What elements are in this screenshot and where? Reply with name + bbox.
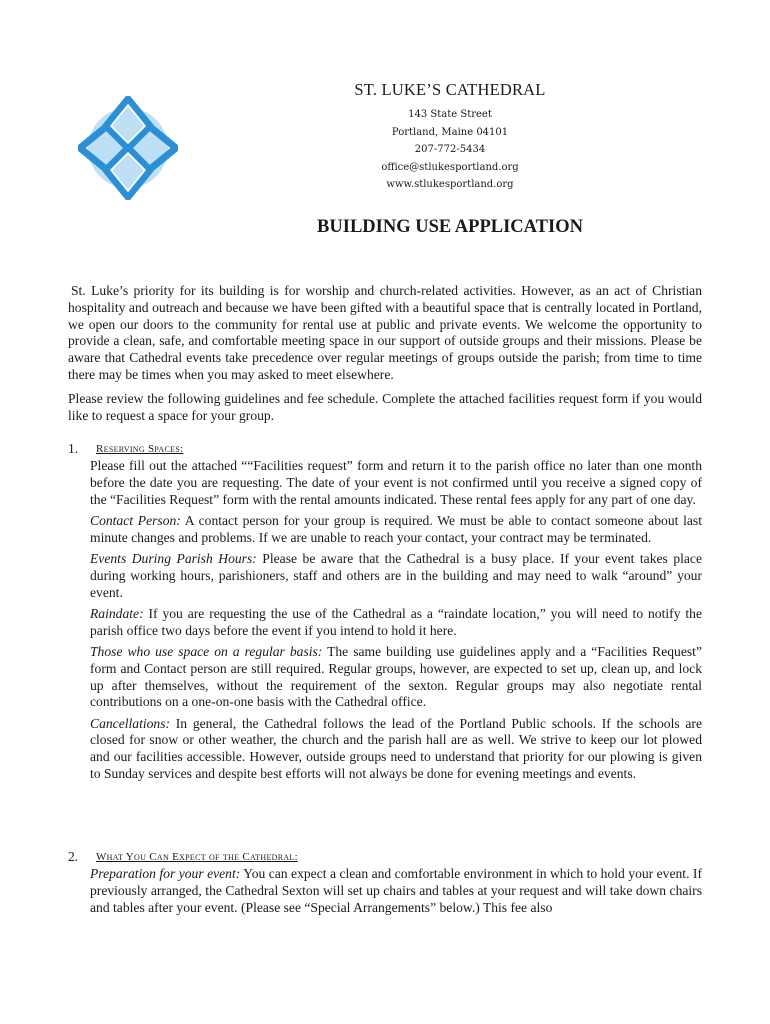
subsection-cancellations bbox=[90, 716, 702, 783]
celtic-cross-knot-icon bbox=[78, 96, 178, 200]
subsection-text: Please be aware that the Cathedral is a busy place. If your event takes place during working hours, parishioners, staff and others are in the building and may need to walk “around” your event. bbox=[90, 550, 703, 600]
document-title: BUILDING USE APPLICATION bbox=[317, 217, 583, 237]
subsection-label: Preparation for your event: bbox=[90, 866, 241, 881]
intro-paragraph: St. Luke’s priority for its building is for worship and church-related activities. However, as an act of Christian hospitality and outreach and because we have been gifted with a beautiful space that is centrally located in Portland, we open our doors to the community for rental use at public and private events. We welcome the opportunity to provide a clean, safe, and comfortable meeting space in our support of outside groups and their missions. Please be aware that Cathedral events take precedence over regular meetings of groups outside the parish; from time to time there may be times when you may asked to meet elsewhere. bbox=[68, 283, 702, 382]
subsection-text: You can expect a clean and comfortable environment in which to hold your event. If previously arranged, the Cathedral Sexton will set up chairs and tables at your request and will take down chairs and tables after your event. (Please see “Special Arrangements” below.) This fee also bbox=[90, 866, 702, 915]
section-heading: What You Can Expect of the Cathedral: bbox=[96, 851, 298, 863]
organization-header bbox=[300, 80, 600, 194]
subsection-fill-out-form bbox=[90, 458, 702, 508]
subsection-contact-person bbox=[90, 513, 702, 547]
subsection-text: If you are requesting the use of the Cathedral as a “raindate location,” you will need to notify the parish office two days before the event if you intend to hold it here. bbox=[90, 605, 702, 638]
subsection-label: Those who use space on a regular basis: bbox=[90, 643, 323, 659]
address-street: 143 State Street bbox=[408, 109, 492, 120]
website-address: www.stlukesportland.org bbox=[386, 179, 514, 190]
subsection-text: In general, the Cathedral follows the lead of the Portland Public schools. If the schools are closed for snow or other weather, the church and the parish hall are as well. We strive to keep our lot plowed and our facilities accessible. However, outside groups need to understand that priority for our plowing is given to Sunday services and despite best efforts will not always be done for evening meetings and events. bbox=[90, 715, 702, 782]
review-paragraph: Please review the following guidelines and fee schedule. Complete the attached facilities request form if you would like to request a space for your group. bbox=[68, 391, 702, 423]
organization-name: ST. LUKE’S CATHEDRAL bbox=[354, 80, 546, 99]
section-number: 1. bbox=[68, 441, 79, 456]
email-address: office@stlukesportland.org bbox=[381, 161, 519, 173]
subsection-preparation bbox=[90, 866, 702, 916]
section-number: 2. bbox=[68, 849, 79, 864]
subsection-label: Events During Parish Hours: bbox=[90, 550, 257, 566]
subsection-regular-basis bbox=[90, 644, 702, 711]
logo-graphic bbox=[78, 96, 178, 200]
subsection-raindate bbox=[90, 606, 702, 640]
subsection-parish-hours bbox=[90, 551, 702, 601]
phone-number: 207-772-5434 bbox=[414, 144, 486, 155]
subsection-label: Cancellations: bbox=[90, 715, 171, 731]
subsection-label: Contact Person: bbox=[90, 512, 181, 528]
section-body bbox=[90, 458, 702, 787]
section-heading: Reserving Spaces: bbox=[96, 443, 184, 455]
subsection-label: Raindate: bbox=[90, 605, 144, 621]
subsection-text: The same building use guidelines apply and a “Facilities Request” form and Contact person are still required. Regular groups, however, are expected to set up, clean up, and lock up after themselves, without the requirement of the sexton. Regular groups may also negotiate rental contributions on a one-on-one basis with the Cathedral office. bbox=[90, 643, 702, 710]
address-city: Portland, Maine 04101 bbox=[391, 126, 509, 138]
subsection-text: A contact person for your group is required. We must be able to contact someone about last minute changes and problems. If we are unable to reach your contact, your contract may be terminated. bbox=[90, 512, 702, 545]
section-body bbox=[90, 866, 702, 921]
subsection-text: Please fill out the attached ““Facilities request” form and return it to the parish office no later than one month before the date you are requesting. The date of your event is not confirmed until you receive a signed copy of the “Facilities Request” form with the rental amounts indicated. These rental fees apply for any part of one day. bbox=[90, 458, 702, 507]
